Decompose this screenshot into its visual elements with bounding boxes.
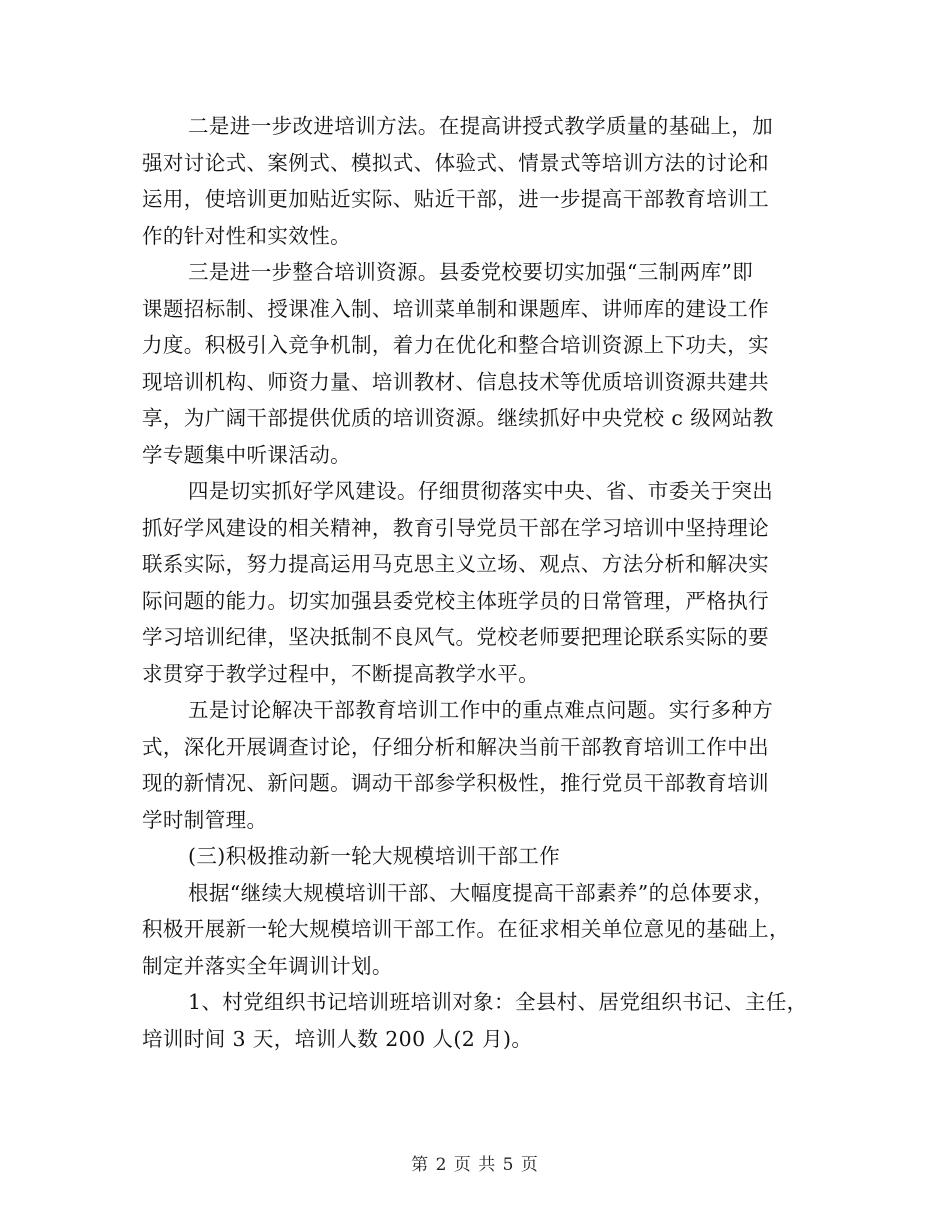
text-line: 力度。积极引入竞争机制，着力在优化和整合培训资源上下功夫，实	[142, 333, 769, 357]
text-line: 根据“继续大规模培训干部、大幅度提高干部素养”的总体要求，	[188, 880, 775, 905]
text-line: 作的针对性和实效性。	[142, 223, 351, 248]
text-line: 四是切实抓好学风建设。仔细贯彻落实中央、省、市委关于突出	[188, 479, 774, 503]
text-line: (三)积极推动新一轮大规模培训干部工作	[188, 844, 561, 868]
text-line: 培训时间 3 天，培训人数 200 人(2 月)。	[142, 1026, 533, 1051]
text-line: 积极开展新一轮大规模培训干部工作。在征求相关单位意见的基础上，	[142, 917, 790, 941]
text-line: 制定并落实全年调训计划。	[142, 953, 393, 978]
text-line: 现培训机构、师资力量、培训教材、信息技术等优质培训资源共建共	[142, 369, 769, 394]
text-line: 学习培训纪律，坚决抵制不良风气。党校老师要把理论联系实际的要	[142, 625, 769, 649]
text-line: 五是讨论解决干部教育培训工作中的重点难点问题。实行多种方	[188, 698, 774, 722]
text-line: 享，为广阔干部提供优质的培训资源。继续抓好中央党校 c 级网站教	[142, 406, 774, 430]
text-line: 学专题集中听课活动。	[142, 442, 351, 467]
text-line: 抓好学风建设的相关精神，教育引导党员干部在学习培训中坚持理论	[142, 515, 769, 540]
text-line: 际问题的能力。切实加强县委党校主体班学员的日常管理，严格执行	[142, 588, 769, 613]
text-line: 式，深化开展调查讨论，仔细分析和解决当前干部教育培训工作中出	[142, 734, 769, 759]
text-line: 现的新情况、新问题。调动干部参学积极性，推行党员干部教育培训	[142, 771, 769, 795]
text-line: 课题招标制、授课准入制、培训菜单制和课题库、讲师库的建设工作	[142, 296, 769, 321]
text-line: 学时制管理。	[142, 807, 268, 832]
text-line: 求贯穿于教学过程中，不断提高教学水平。	[142, 661, 540, 686]
text-line: 1、村党组织书记培训班培训对象：全县村、居党组织书记、主任，	[188, 990, 808, 1014]
page-footer: 第 2 页 共 5 页	[411, 1155, 539, 1175]
text-line: 运用，使培训更加贴近实际、贴近干部，进一步提高干部教育培训工	[142, 187, 769, 211]
text-line: 强对讨论式、案例式、模拟式、体验式、情景式等培训方法的讨论和	[142, 150, 769, 175]
text-line: 联系实际，努力提高运用马克思主义立场、观点、方法分析和解决实	[142, 552, 769, 576]
document-body	[142, 108, 812, 1057]
text-line: 二是进一步改进培训方法。在提高讲授式教学质量的基础上，加	[188, 114, 774, 138]
text-line: 三是进一步整合培训资源。县委党校要切实加强“三制两库”即	[188, 260, 754, 284]
